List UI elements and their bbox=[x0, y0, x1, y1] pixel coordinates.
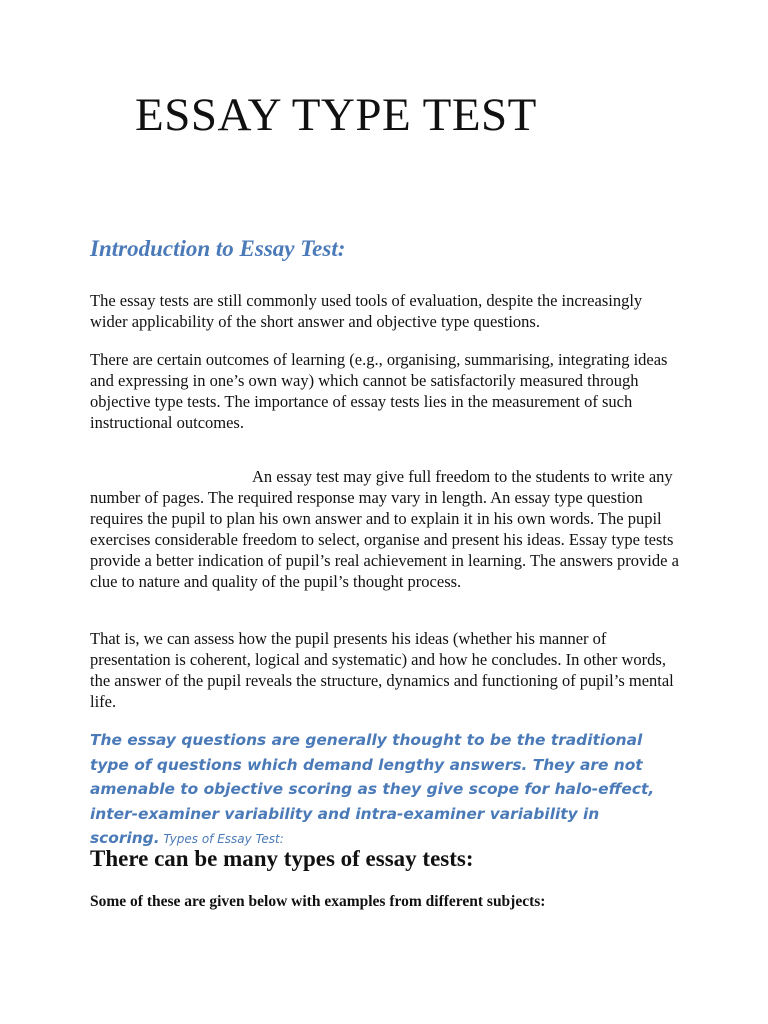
callout-text: The essay questions are generally thought to be the traditional type of questions which demand lengthy answers. They are not amenable to objective scoring as they give scope for halo-effect, inter-examiner variability and intra-examiner variability in scoring bbox=[90, 731, 655, 847]
document-title: ESSAY TYPE TEST bbox=[135, 89, 537, 141]
paragraph-2: There are certain outcomes of learning (e.g., organising, summarising, integrating ideas and expressing in one’s own way) which cannot be satisfactorily measured through objective type tests. The importance of essay tests lies in the measurement of such instructional outcomes. bbox=[90, 350, 668, 432]
paragraph-4: That is, we can assess how the pupil presents his ideas (whether his manner of presentation is coherent, logical and systematic) and how he concludes. In other words, the answer of the pupil reveals the structure, dynamics and functioning of pupil’s mental life. bbox=[90, 629, 674, 711]
intro-heading: Introduction to Essay Test: bbox=[90, 236, 346, 261]
paragraph-1: The essay tests are still commonly used tools of evaluation, despite the increasingly wider applicability of the short answer and objective type questions. bbox=[90, 291, 643, 331]
callout-period: . bbox=[153, 829, 160, 847]
types-heading: There can be many types of essay tests: bbox=[90, 846, 474, 871]
types-inline-label: Types of Essay Test: bbox=[159, 832, 284, 846]
callout-paragraph bbox=[90, 728, 670, 852]
paragraph-3: An essay test may give full freedom to the students to write any number of pages. The required response may vary in length. An essay type question requires the pupil to plan his own answer and to explain it in his own words. The pupil exercises considerable freedom to select, organise and present his ideas. Essay type tests provide a better indication of pupil’s real achievement in learning. The answers provide a clue to nature and quality of the pupil’s thought process. bbox=[90, 467, 679, 591]
types-note: Some of these are given below with examples from different subjects: bbox=[90, 893, 546, 910]
